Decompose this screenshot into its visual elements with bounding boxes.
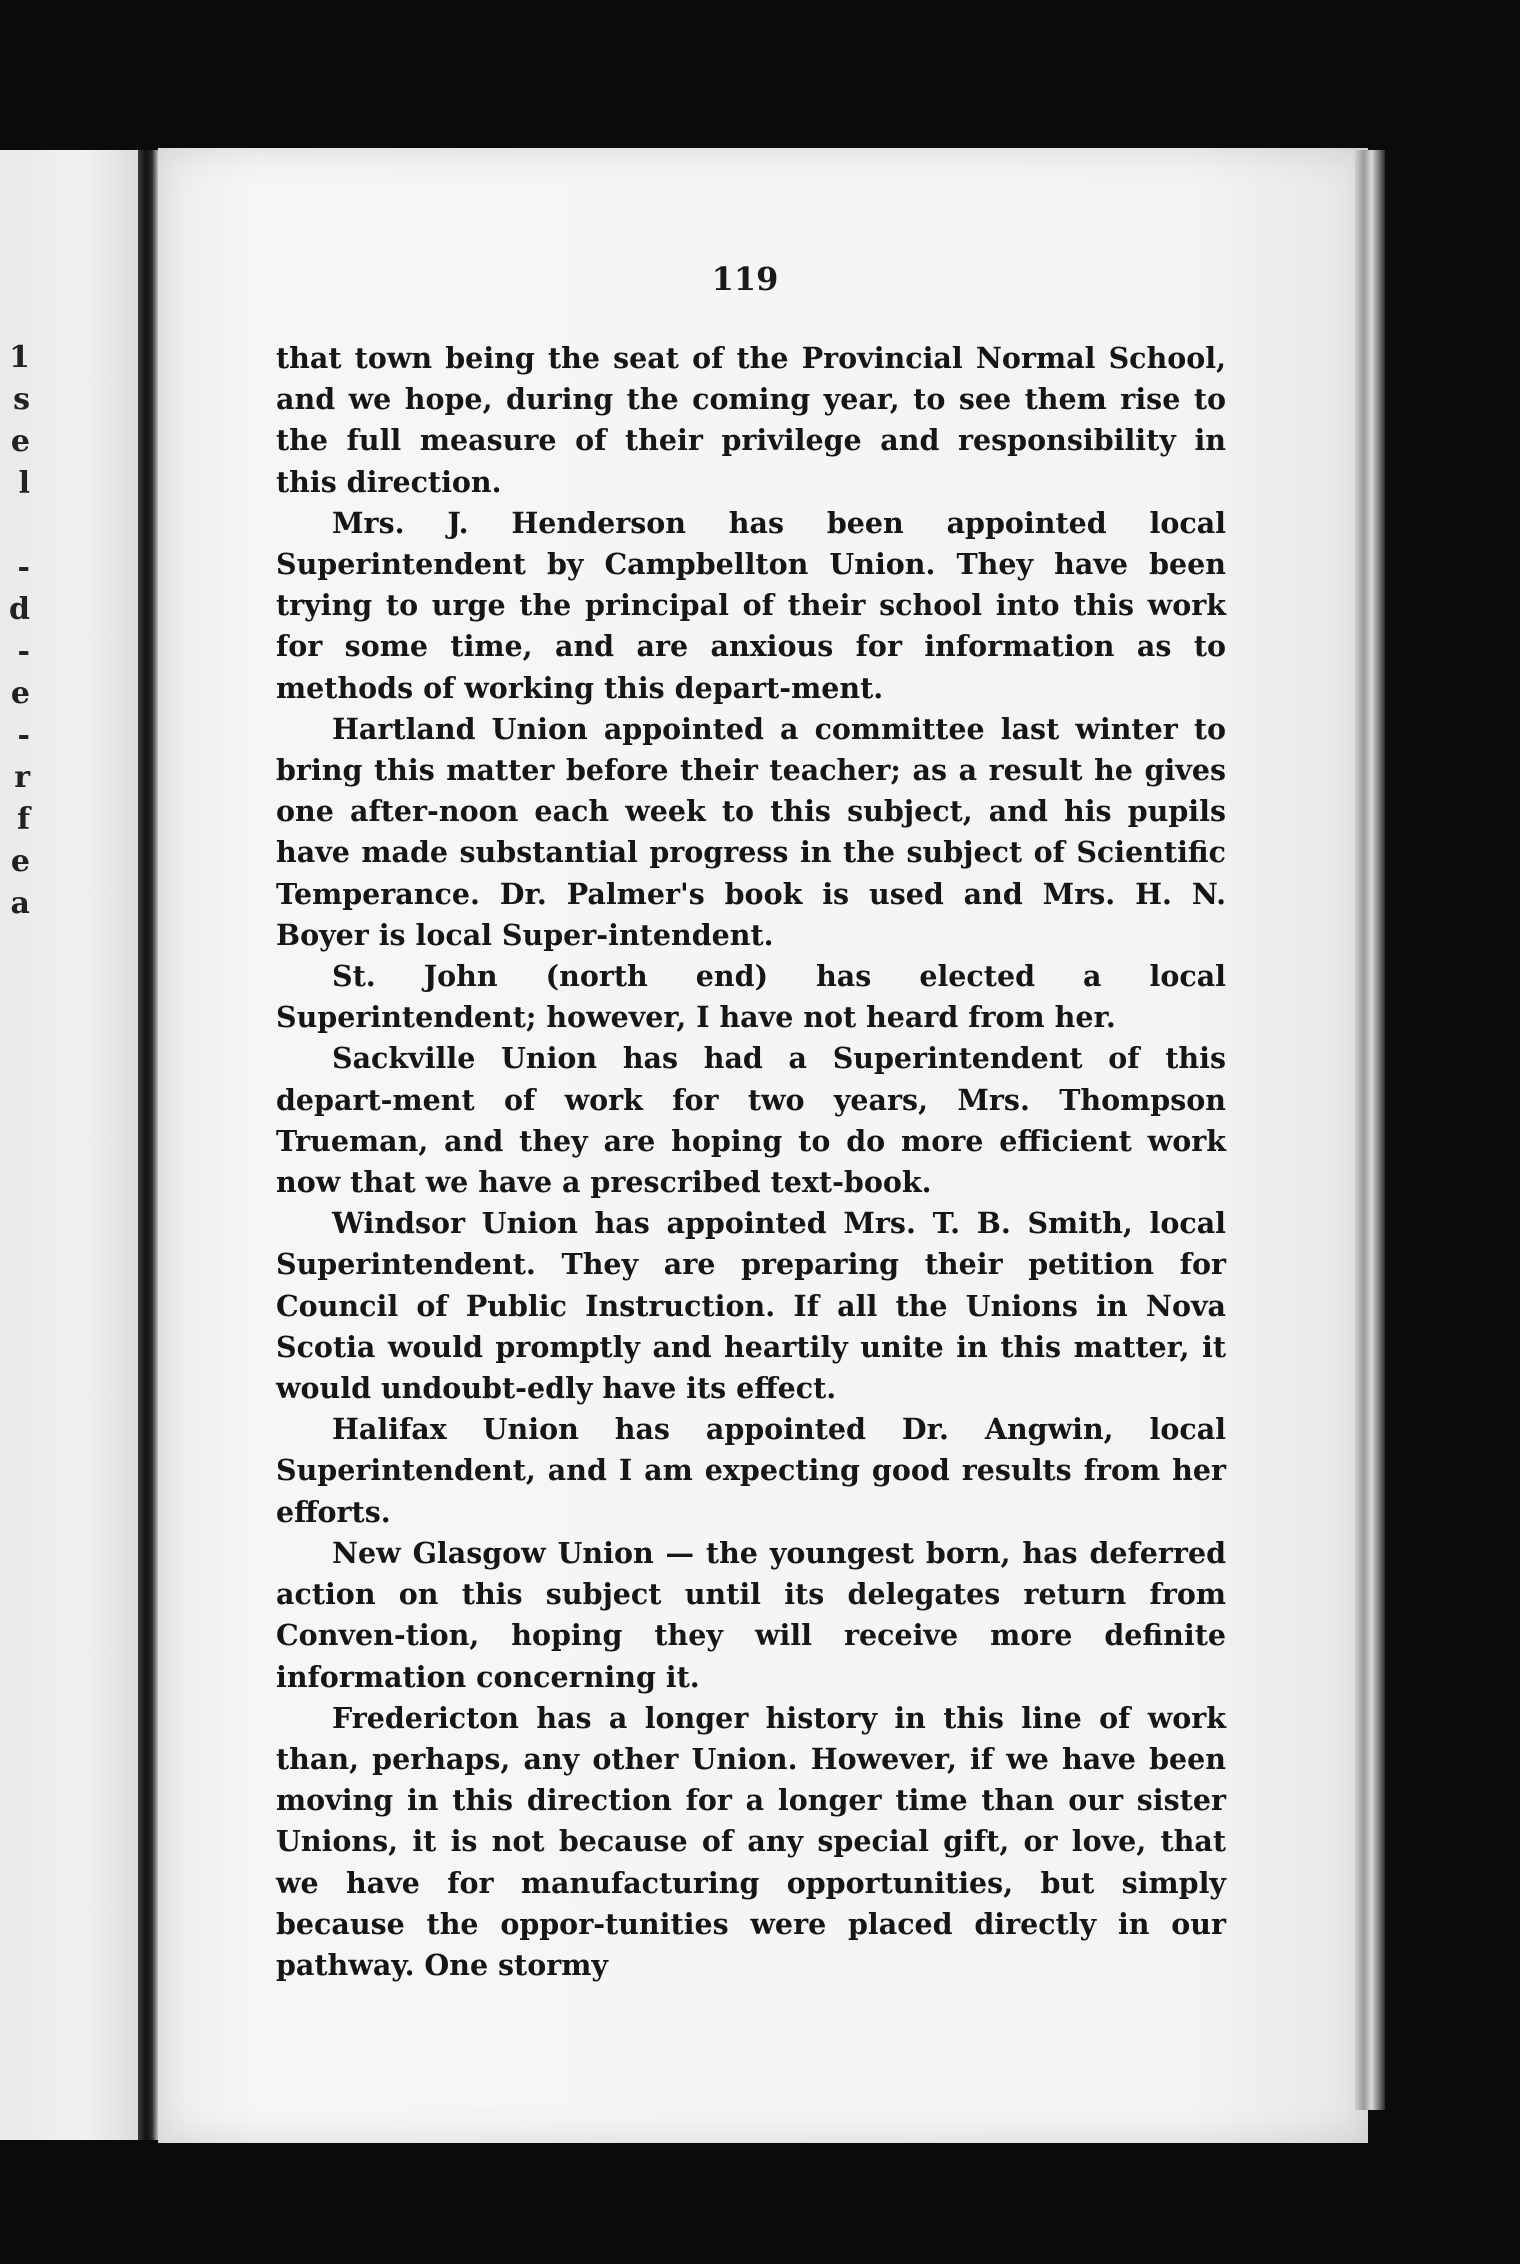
margin-fragment: e <box>10 844 30 879</box>
paragraph: Fredericton has a longer history in this line of work than, perhaps, any other Union. However, if we have been moving in this direction for a longer time than our sister Unions, it is not because of any special gift, or love, that we have for manufacturing opportunities, but simply because the oppor-tunities were placed directly in our pathway. One stormy <box>276 1700 1226 1982</box>
paragraph: New Glasgow Union — the youngest born, has deferred action on this subject until its delegates return from Conven-tion, hoping they will receive more definite information concerning it. <box>276 1535 1226 1694</box>
page-body <box>276 338 1226 1986</box>
margin-fragment: - <box>17 550 30 585</box>
paragraph: Sackville Union has had a Superintendent of this depart-ment of work for two years, Mrs. Thompson Trueman, and they are hoping to do more efficient work now that we have a prescribed text-book. <box>276 1041 1226 1200</box>
margin-fragment: e <box>10 676 30 711</box>
margin-fragment: 1 <box>9 340 30 375</box>
book-gutter <box>138 150 158 2140</box>
margin-fragment: - <box>17 718 30 753</box>
margin-fragment: l <box>18 466 30 501</box>
page-stack-edge <box>1355 150 1385 2110</box>
paragraph: Windsor Union has appointed Mrs. T. B. Smith, local Superintendent. They are preparing their petition for Council of Public Instruction. If all the Unions in Nova Scotia would promptly and heartily unite in this matter, it would undoubt-edly have its effect. <box>276 1206 1226 1406</box>
paragraph: St. John (north end) has elected a local Superintendent; however, I have not heard from her. <box>276 959 1226 1035</box>
paragraph: Halifax Union has appointed Dr. Angwin, local Superintendent, and I am expecting good results from her efforts. <box>276 1412 1226 1529</box>
margin-fragment: e <box>10 424 30 459</box>
paragraph: Hartland Union appointed a committee last winter to bring this matter before their teacher; as a result he gives one after-noon each week to this subject, and his pupils have made substantial progress in the subject of Scientific Temperance. Dr. Palmer's book is used and Mrs. H. N. Boyer is local Super-intendent. <box>276 711 1226 952</box>
paragraph: that town being the seat of the Provincial Normal School, and we hope, during the coming year, to see them rise to the full measure of their privilege and responsibility in this direction. <box>276 341 1226 499</box>
margin-fragment: d <box>9 592 30 627</box>
previous-page-edge <box>0 150 140 2140</box>
margin-fragment: s <box>13 382 30 417</box>
margin-fragment: a <box>10 886 30 921</box>
paragraph: Mrs. J. Henderson has been appointed local Superintendent by Campbellton Union. They have been trying to urge the principal of their school into this work for some time, and are anxious for information as to methods of working this depart-ment. <box>276 505 1226 705</box>
page-number: 119 <box>711 260 779 298</box>
margin-fragment: r <box>14 760 30 795</box>
margin-fragment: - <box>17 634 30 669</box>
margin-fragment: f <box>17 802 30 837</box>
